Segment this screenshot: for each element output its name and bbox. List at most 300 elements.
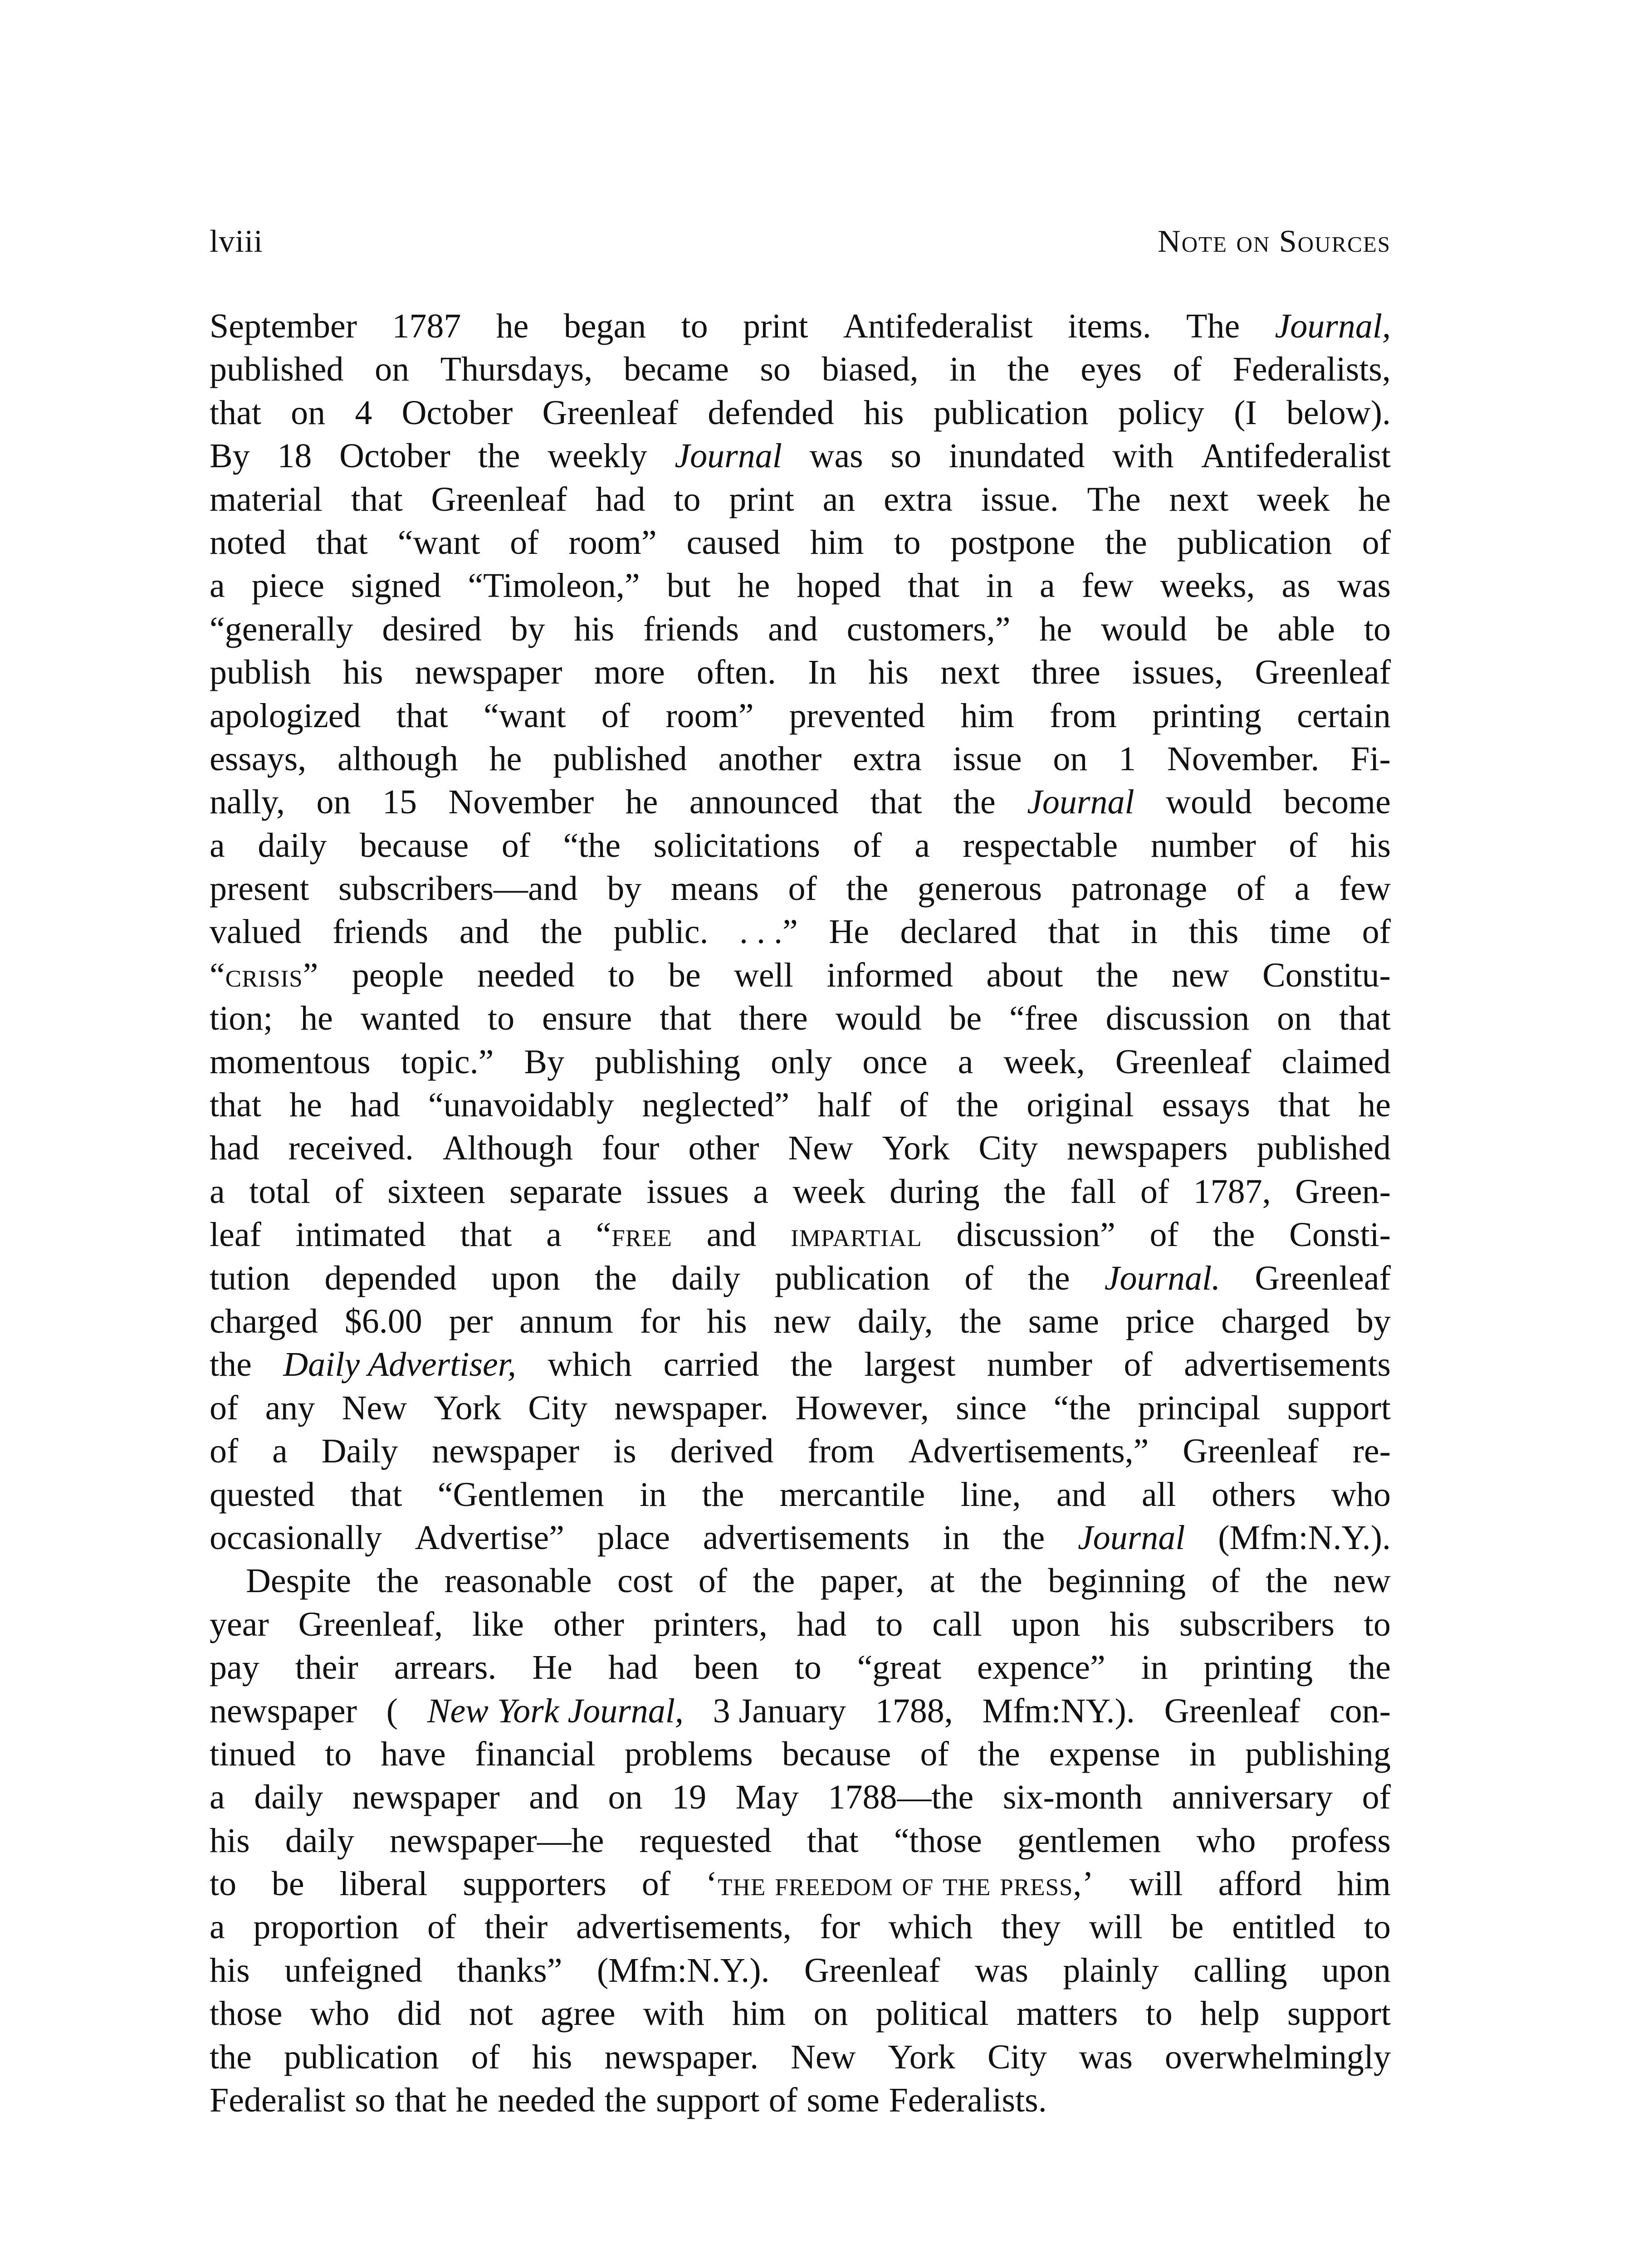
word: Greenleaf bbox=[1164, 1691, 1301, 1730]
word: respectable bbox=[963, 826, 1118, 865]
word: November bbox=[448, 783, 594, 821]
word: be bbox=[1171, 1908, 1204, 1946]
word: have bbox=[381, 1735, 446, 1773]
word: nally, bbox=[210, 783, 285, 821]
word: the bbox=[702, 1475, 744, 1514]
word: his bbox=[863, 393, 904, 432]
text-line bbox=[210, 781, 1391, 824]
word: calling bbox=[1193, 1951, 1287, 1989]
word: 1 bbox=[1119, 739, 1136, 778]
word: for bbox=[640, 1302, 680, 1340]
word: be bbox=[949, 999, 982, 1038]
text-line bbox=[210, 391, 1391, 435]
word: biased, bbox=[821, 350, 919, 389]
word: sixteen bbox=[387, 1172, 485, 1211]
word: hoped bbox=[797, 567, 881, 605]
word: carried bbox=[663, 1345, 759, 1384]
word: of bbox=[1362, 523, 1391, 562]
word: to bbox=[681, 307, 708, 345]
word: of bbox=[1140, 1172, 1169, 1211]
word: because bbox=[782, 1735, 891, 1773]
word: of bbox=[510, 523, 539, 562]
word: cost bbox=[617, 1562, 673, 1600]
word: next bbox=[940, 653, 1000, 692]
word: con- bbox=[1329, 1691, 1391, 1730]
word: York bbox=[434, 1388, 501, 1427]
word: to bbox=[1364, 610, 1391, 648]
word: new bbox=[773, 1302, 831, 1340]
word: beginning bbox=[1048, 1562, 1186, 1600]
word: support bbox=[1287, 1994, 1391, 2033]
word: publish bbox=[210, 653, 311, 692]
word: that bbox=[807, 1821, 859, 1860]
word: discussion” bbox=[956, 1216, 1115, 1254]
word: he bbox=[737, 567, 770, 605]
word: about bbox=[986, 956, 1063, 994]
word: printing bbox=[1152, 696, 1261, 735]
word: eyes bbox=[1081, 350, 1142, 389]
word: well bbox=[734, 956, 793, 994]
text-line bbox=[210, 608, 1391, 651]
word: printers, bbox=[653, 1605, 768, 1643]
word: him bbox=[1337, 1865, 1391, 1903]
word: he bbox=[1358, 1086, 1391, 1124]
word: extra bbox=[884, 480, 953, 518]
word: the bbox=[1003, 1172, 1046, 1211]
text-line bbox=[210, 997, 1391, 1040]
word: on bbox=[291, 393, 326, 432]
word: of bbox=[788, 870, 817, 908]
word: had bbox=[797, 1605, 847, 1643]
word: line, bbox=[960, 1475, 1021, 1514]
word: of bbox=[501, 826, 531, 865]
word: for bbox=[820, 1908, 861, 1946]
word: become bbox=[1283, 783, 1391, 821]
word: Mfm:NY.). bbox=[982, 1691, 1135, 1730]
word: and bbox=[1056, 1475, 1106, 1514]
word: needed bbox=[498, 2081, 596, 2120]
word: upon bbox=[491, 1259, 560, 1297]
word: (Mfm:N.Y.). bbox=[596, 1951, 770, 1989]
word: those bbox=[210, 1994, 283, 2033]
word: that bbox=[210, 393, 261, 432]
text-line bbox=[210, 1084, 1391, 1127]
word: been bbox=[694, 1648, 759, 1687]
word: daily bbox=[671, 1259, 741, 1297]
word: a bbox=[1294, 870, 1310, 908]
word: publication bbox=[284, 2038, 439, 2076]
word: annum bbox=[519, 1302, 614, 1340]
word: from bbox=[1050, 696, 1117, 735]
word: York bbox=[882, 1129, 950, 1168]
word: New bbox=[342, 1388, 407, 1427]
text-line bbox=[210, 2036, 1391, 2079]
word: week bbox=[792, 1172, 865, 1211]
word: of bbox=[964, 1259, 993, 1297]
word: in bbox=[1189, 1735, 1216, 1773]
word: a bbox=[958, 1042, 973, 1081]
word: original bbox=[1027, 1086, 1134, 1124]
word: newspaper. bbox=[614, 1388, 769, 1427]
word: leaf bbox=[210, 1216, 261, 1254]
word: publication bbox=[933, 393, 1089, 432]
word: Greenleaf, bbox=[298, 1605, 443, 1643]
word: He bbox=[532, 1648, 572, 1687]
word: that bbox=[870, 783, 922, 821]
word: pay bbox=[210, 1648, 259, 1687]
word: will bbox=[1129, 1865, 1183, 1903]
word: that bbox=[396, 696, 448, 735]
word: with bbox=[1112, 437, 1174, 475]
word: “the bbox=[1053, 1388, 1111, 1427]
word: of bbox=[210, 1388, 239, 1427]
word: overwhelmingly bbox=[1164, 2038, 1391, 2076]
word: Greenleaf bbox=[1255, 653, 1391, 692]
word: published bbox=[553, 739, 687, 778]
word: of bbox=[427, 1908, 456, 1946]
word: during bbox=[890, 1172, 980, 1211]
word: the bbox=[1007, 350, 1050, 389]
word: ‘the freedom of the press,’ bbox=[705, 1865, 1094, 1903]
word: only bbox=[771, 1042, 832, 1081]
word: the bbox=[1349, 1648, 1391, 1687]
word: in bbox=[949, 350, 977, 389]
word: the bbox=[953, 783, 996, 821]
word: newspaper bbox=[210, 1691, 357, 1730]
word: Fi- bbox=[1350, 739, 1391, 778]
word: same bbox=[1028, 1302, 1099, 1340]
word: he bbox=[1039, 610, 1072, 648]
word: newspaper bbox=[415, 653, 562, 692]
word: present bbox=[210, 870, 309, 908]
word: needed bbox=[477, 956, 575, 994]
word: neglected” bbox=[642, 1086, 790, 1124]
word: “great bbox=[857, 1648, 942, 1687]
word: City bbox=[987, 2038, 1047, 2076]
word: of bbox=[601, 696, 631, 735]
word: Green- bbox=[1295, 1172, 1391, 1211]
word: Constitu- bbox=[1262, 956, 1391, 994]
word: Advertisements,” bbox=[908, 1432, 1149, 1471]
text-line bbox=[210, 1862, 1391, 1906]
word: issues, bbox=[1132, 653, 1223, 692]
word: would bbox=[835, 999, 922, 1038]
word: 15 bbox=[382, 783, 417, 821]
word: New York Journal, bbox=[427, 1691, 684, 1730]
word: charged bbox=[210, 1302, 318, 1340]
word: matters bbox=[1016, 1994, 1118, 2033]
word: the bbox=[376, 1562, 419, 1600]
word: week bbox=[1257, 480, 1330, 518]
word: his bbox=[574, 610, 615, 648]
word: since bbox=[956, 1388, 1027, 1427]
word: impartial bbox=[791, 1216, 922, 1254]
text-line bbox=[210, 435, 1391, 478]
word: 1787, bbox=[1193, 1172, 1271, 1211]
body-text bbox=[210, 305, 1391, 2122]
word: next bbox=[1169, 480, 1229, 518]
word: afford bbox=[1218, 1865, 1302, 1903]
word: other bbox=[553, 1605, 624, 1643]
word: be bbox=[668, 956, 701, 994]
word: of bbox=[768, 2081, 797, 2120]
word: to bbox=[674, 480, 701, 518]
word: arrears. bbox=[394, 1648, 497, 1687]
word: was bbox=[974, 1951, 1029, 1989]
word: largest bbox=[864, 1345, 956, 1384]
word: “crisis” bbox=[210, 956, 319, 994]
word: reasonable bbox=[444, 1562, 592, 1600]
word: generous bbox=[917, 870, 1042, 908]
word: newspaper—he bbox=[389, 1821, 604, 1860]
text-line bbox=[210, 954, 1391, 997]
word: tinued bbox=[210, 1735, 296, 1773]
word: and bbox=[529, 1778, 579, 1817]
word: topic.” bbox=[401, 1042, 494, 1081]
word: prevented bbox=[789, 696, 925, 735]
word: that bbox=[1278, 1086, 1330, 1124]
running-head bbox=[210, 226, 1391, 258]
word: another bbox=[718, 739, 822, 778]
word: unfeigned bbox=[284, 1951, 422, 1989]
word: other bbox=[688, 1129, 759, 1168]
word: 19 bbox=[672, 1778, 707, 1817]
word: was bbox=[1337, 567, 1391, 605]
word: on bbox=[375, 350, 410, 389]
word: often. bbox=[696, 653, 776, 692]
word: policy bbox=[1118, 393, 1204, 432]
text-line bbox=[210, 1343, 1391, 1386]
word: informed bbox=[826, 956, 953, 994]
word: New bbox=[791, 2038, 856, 2076]
word: but bbox=[666, 567, 711, 605]
word: of bbox=[853, 826, 882, 865]
word: 1787 bbox=[392, 307, 461, 345]
word: expense bbox=[1049, 1735, 1160, 1773]
word: Greenleaf bbox=[804, 1951, 940, 1989]
word: and bbox=[768, 610, 818, 648]
word: on bbox=[608, 1778, 643, 1817]
word: items. bbox=[1068, 307, 1151, 345]
word: time bbox=[1270, 913, 1331, 951]
word: the bbox=[210, 2038, 252, 2076]
word: of bbox=[1362, 1778, 1391, 1817]
word: Journal bbox=[1078, 1518, 1185, 1557]
word: that bbox=[351, 480, 403, 518]
word: a bbox=[1040, 567, 1055, 605]
word: depended bbox=[324, 1259, 457, 1297]
word: the bbox=[1096, 956, 1139, 994]
word: “Timoleon,” bbox=[468, 567, 640, 605]
word: below). bbox=[1286, 393, 1391, 432]
word: number bbox=[1150, 826, 1256, 865]
text-line bbox=[210, 1559, 1391, 1603]
word: Consti- bbox=[1289, 1216, 1391, 1254]
word: had bbox=[350, 1086, 400, 1124]
word: was bbox=[809, 437, 863, 475]
word: subscribers bbox=[1179, 1605, 1335, 1643]
word: that bbox=[316, 523, 368, 562]
word: published bbox=[1257, 1129, 1391, 1168]
word: . . .” bbox=[739, 913, 798, 951]
word: had bbox=[210, 1129, 259, 1168]
word: so bbox=[760, 350, 791, 389]
word: place bbox=[597, 1518, 670, 1557]
word: the bbox=[478, 437, 520, 475]
word: number bbox=[987, 1345, 1092, 1384]
text-line bbox=[210, 1646, 1391, 1689]
word: support bbox=[1287, 1388, 1391, 1427]
word: people bbox=[352, 956, 444, 994]
text-line bbox=[210, 1387, 1391, 1430]
word: four bbox=[601, 1129, 660, 1168]
word: him bbox=[810, 523, 864, 562]
text-line bbox=[210, 1516, 1391, 1559]
text-line bbox=[210, 1473, 1391, 1516]
word: entitled bbox=[1232, 1908, 1336, 1946]
word: his bbox=[342, 653, 383, 692]
word: momentous bbox=[210, 1042, 371, 1081]
word: this bbox=[1188, 913, 1239, 951]
word: his bbox=[210, 1951, 250, 1989]
word: to bbox=[794, 1648, 821, 1687]
word: he bbox=[625, 783, 658, 821]
word: weeks, bbox=[1160, 567, 1255, 605]
word: total bbox=[249, 1172, 311, 1211]
text-line bbox=[210, 2079, 1391, 2122]
word: from bbox=[807, 1432, 875, 1471]
word: so bbox=[890, 437, 922, 475]
word: problems bbox=[624, 1735, 753, 1773]
word: is bbox=[613, 1432, 636, 1471]
word: their bbox=[295, 1648, 358, 1687]
word: September bbox=[210, 307, 357, 345]
word: advertisements, bbox=[576, 1908, 792, 1946]
word: to bbox=[325, 1735, 352, 1773]
word: charged bbox=[1221, 1302, 1330, 1340]
word: Journal bbox=[675, 437, 782, 475]
word: he bbox=[496, 307, 529, 345]
text-line bbox=[210, 1992, 1391, 2035]
word: “those bbox=[894, 1821, 982, 1860]
word: the bbox=[1266, 1562, 1308, 1600]
word: he bbox=[289, 1086, 322, 1124]
word: Advertise” bbox=[415, 1518, 564, 1557]
word: issues bbox=[646, 1172, 729, 1211]
word: of bbox=[210, 1432, 239, 1471]
word: others bbox=[1212, 1475, 1296, 1514]
word: daily bbox=[254, 1778, 323, 1817]
word: public. bbox=[613, 913, 709, 951]
word: to bbox=[1145, 1994, 1173, 2033]
word: on bbox=[316, 783, 351, 821]
word: by bbox=[607, 870, 642, 908]
word: York bbox=[888, 2038, 956, 2076]
word: announced bbox=[689, 783, 839, 821]
word: “unavoidably bbox=[428, 1086, 614, 1124]
text-line bbox=[210, 1949, 1391, 1992]
word: of bbox=[1362, 913, 1391, 951]
word: signed bbox=[351, 567, 441, 605]
word: on bbox=[1053, 739, 1088, 778]
word: Greenleaf bbox=[1183, 1432, 1319, 1471]
word: May bbox=[735, 1778, 799, 1817]
text-line bbox=[210, 1127, 1391, 1170]
word: of bbox=[920, 1735, 949, 1773]
word: call bbox=[932, 1605, 982, 1643]
word: Federalist bbox=[210, 2081, 346, 2120]
word: newspaper bbox=[432, 1432, 580, 1471]
word: price bbox=[1125, 1302, 1195, 1340]
running-head-title: Note on Sources bbox=[1158, 224, 1391, 259]
word: discussion bbox=[1105, 999, 1250, 1038]
word: 1788, bbox=[875, 1691, 953, 1730]
text-line bbox=[210, 1213, 1391, 1256]
word: he bbox=[1358, 480, 1391, 518]
word: in bbox=[1141, 1648, 1168, 1687]
word: did bbox=[397, 1994, 441, 2033]
word: quested bbox=[210, 1475, 315, 1514]
word: him bbox=[732, 1994, 786, 2033]
word: 3 January bbox=[713, 1691, 846, 1730]
text-line bbox=[210, 521, 1391, 564]
word: more bbox=[594, 653, 665, 692]
text-line bbox=[210, 1690, 1391, 1733]
word: proportion bbox=[253, 1908, 399, 1946]
word: he bbox=[489, 739, 522, 778]
word: In bbox=[807, 653, 837, 692]
word: political bbox=[875, 1994, 989, 2033]
word: New bbox=[788, 1129, 853, 1168]
text-line bbox=[210, 1257, 1391, 1300]
word: daily bbox=[285, 1821, 354, 1860]
word: Greenleaf bbox=[542, 393, 679, 432]
word: Although bbox=[442, 1129, 573, 1168]
word: of bbox=[641, 1865, 671, 1903]
word: new bbox=[1171, 956, 1229, 994]
word: of bbox=[1211, 1562, 1240, 1600]
word: means bbox=[670, 870, 759, 908]
text-line bbox=[210, 1170, 1391, 1213]
word: who bbox=[1196, 1821, 1256, 1860]
word: requested bbox=[639, 1821, 772, 1860]
word: friends bbox=[332, 913, 429, 951]
word: of bbox=[1124, 1345, 1153, 1384]
word: publication bbox=[775, 1259, 930, 1297]
word: October bbox=[401, 393, 513, 432]
word: a bbox=[753, 1172, 768, 1211]
word: would bbox=[1166, 783, 1252, 821]
word: derived bbox=[670, 1432, 774, 1471]
word: his bbox=[1110, 1605, 1150, 1643]
word: $6.00 bbox=[344, 1302, 422, 1340]
word: mercantile bbox=[779, 1475, 925, 1514]
word: profess bbox=[1291, 1821, 1391, 1860]
word: to bbox=[1364, 1605, 1391, 1643]
word: agree bbox=[541, 1994, 616, 2033]
word: the bbox=[210, 1345, 252, 1384]
word: had bbox=[595, 480, 645, 518]
word: he bbox=[300, 999, 333, 1038]
word: week, bbox=[1003, 1042, 1085, 1081]
word: postpone bbox=[950, 523, 1075, 562]
word: a bbox=[914, 826, 930, 865]
word: not bbox=[469, 1994, 513, 2033]
word: Greenleaf bbox=[1115, 1042, 1252, 1081]
word: three bbox=[1031, 653, 1100, 692]
text-line bbox=[210, 651, 1391, 694]
word: in bbox=[640, 1475, 667, 1514]
